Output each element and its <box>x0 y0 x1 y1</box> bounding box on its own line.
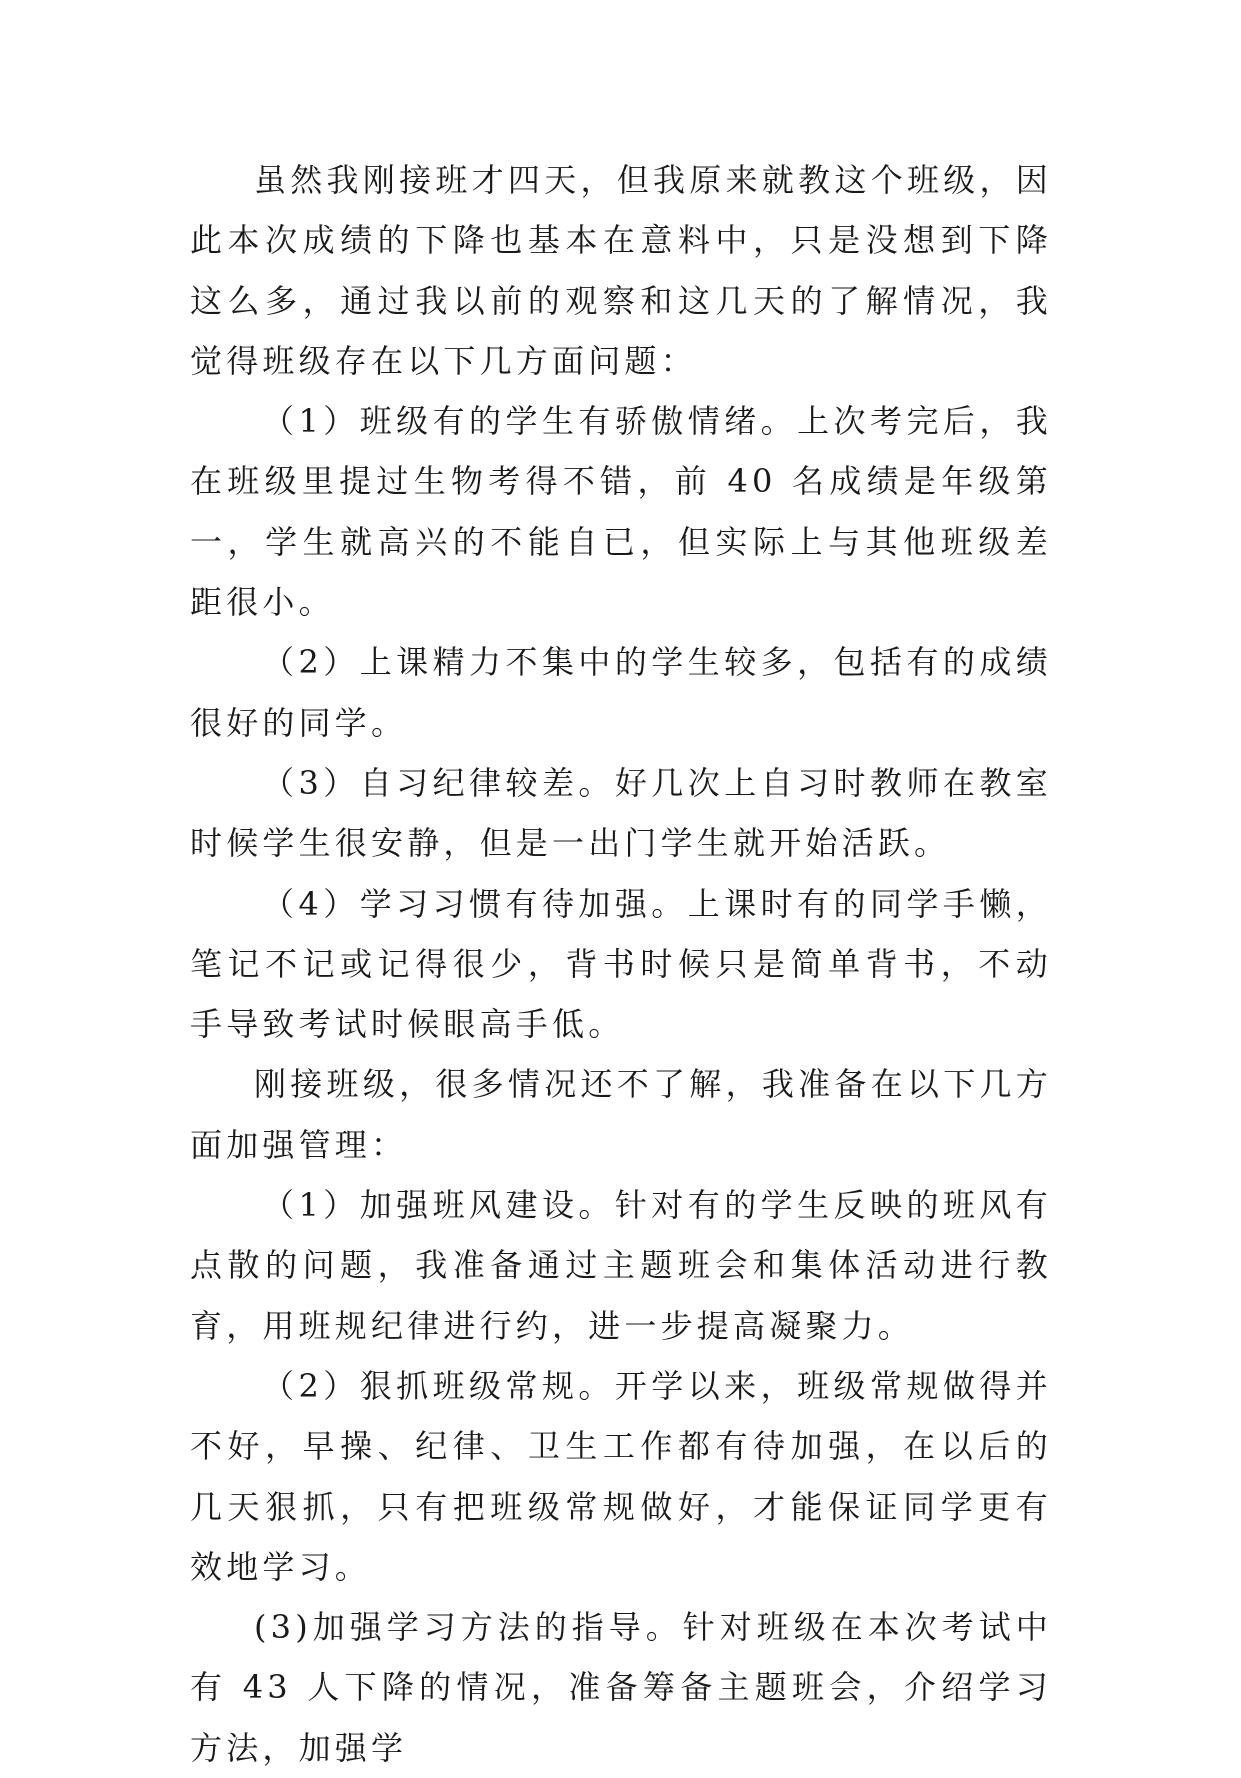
paragraph-plan-2: （2）狠抓班级常规。开学以来，班级常规做得并不好，早操、纪律、卫生工作都有待加强，在以后的几天狠抓，只有把班级常规做好，才能保证同学更有效地学习。 <box>190 1366 1052 1586</box>
paragraph-plan-3: (3)加强学习方法的指导。针对班级在本次考试中有 43 人下降的情况，准备筹备主题班会，介绍学习方法，加强学 <box>190 1608 1052 1767</box>
paragraph-problem-3: （3）自习纪律较差。好几次上自习时教师在教室时候学生很安静，但是一出门学生就开始活跃。 <box>190 763 1052 863</box>
paragraph-intro: 虽然我刚接班才四天，但我原来就教这个班级，因此本次成绩的下降也基本在意料中，只是没想到下降这么多，通过我以前的观察和这几天的了解情况，我觉得班级存在以下几方面问题： <box>190 161 1052 380</box>
paragraph-problem-2: （2）上课精力不集中的学生较多，包括有的成绩很好的同学。 <box>190 643 1052 742</box>
paragraph-plan-1: （1）加强班风建设。针对有的学生反映的班风有点散的问题，我准备通过主题班会和集体活动进行教育，用班规纪律进行约，进一步提高凝聚力。 <box>190 1186 1052 1345</box>
paragraph-problem-1: （1）班级有的学生有骄傲情绪。上次考完后，我在班级里提过生物考得不错，前 40 名成绩是年级第一，学生就高兴的不能自已，但实际上与其他班级差距很小。 <box>190 402 1052 622</box>
paragraph-plan-intro: 刚接班级，很多情况还不了解，我准备在以下几方面加强管理： <box>190 1065 1052 1164</box>
document-body <box>190 150 1052 1778</box>
paragraph-problem-4: （4）学习习惯有待加强。上课时有的同学手懒，笔记不记或记得很少，背书时候只是简单背书，不动手导致考试时候眼高手低。 <box>190 884 1052 1044</box>
